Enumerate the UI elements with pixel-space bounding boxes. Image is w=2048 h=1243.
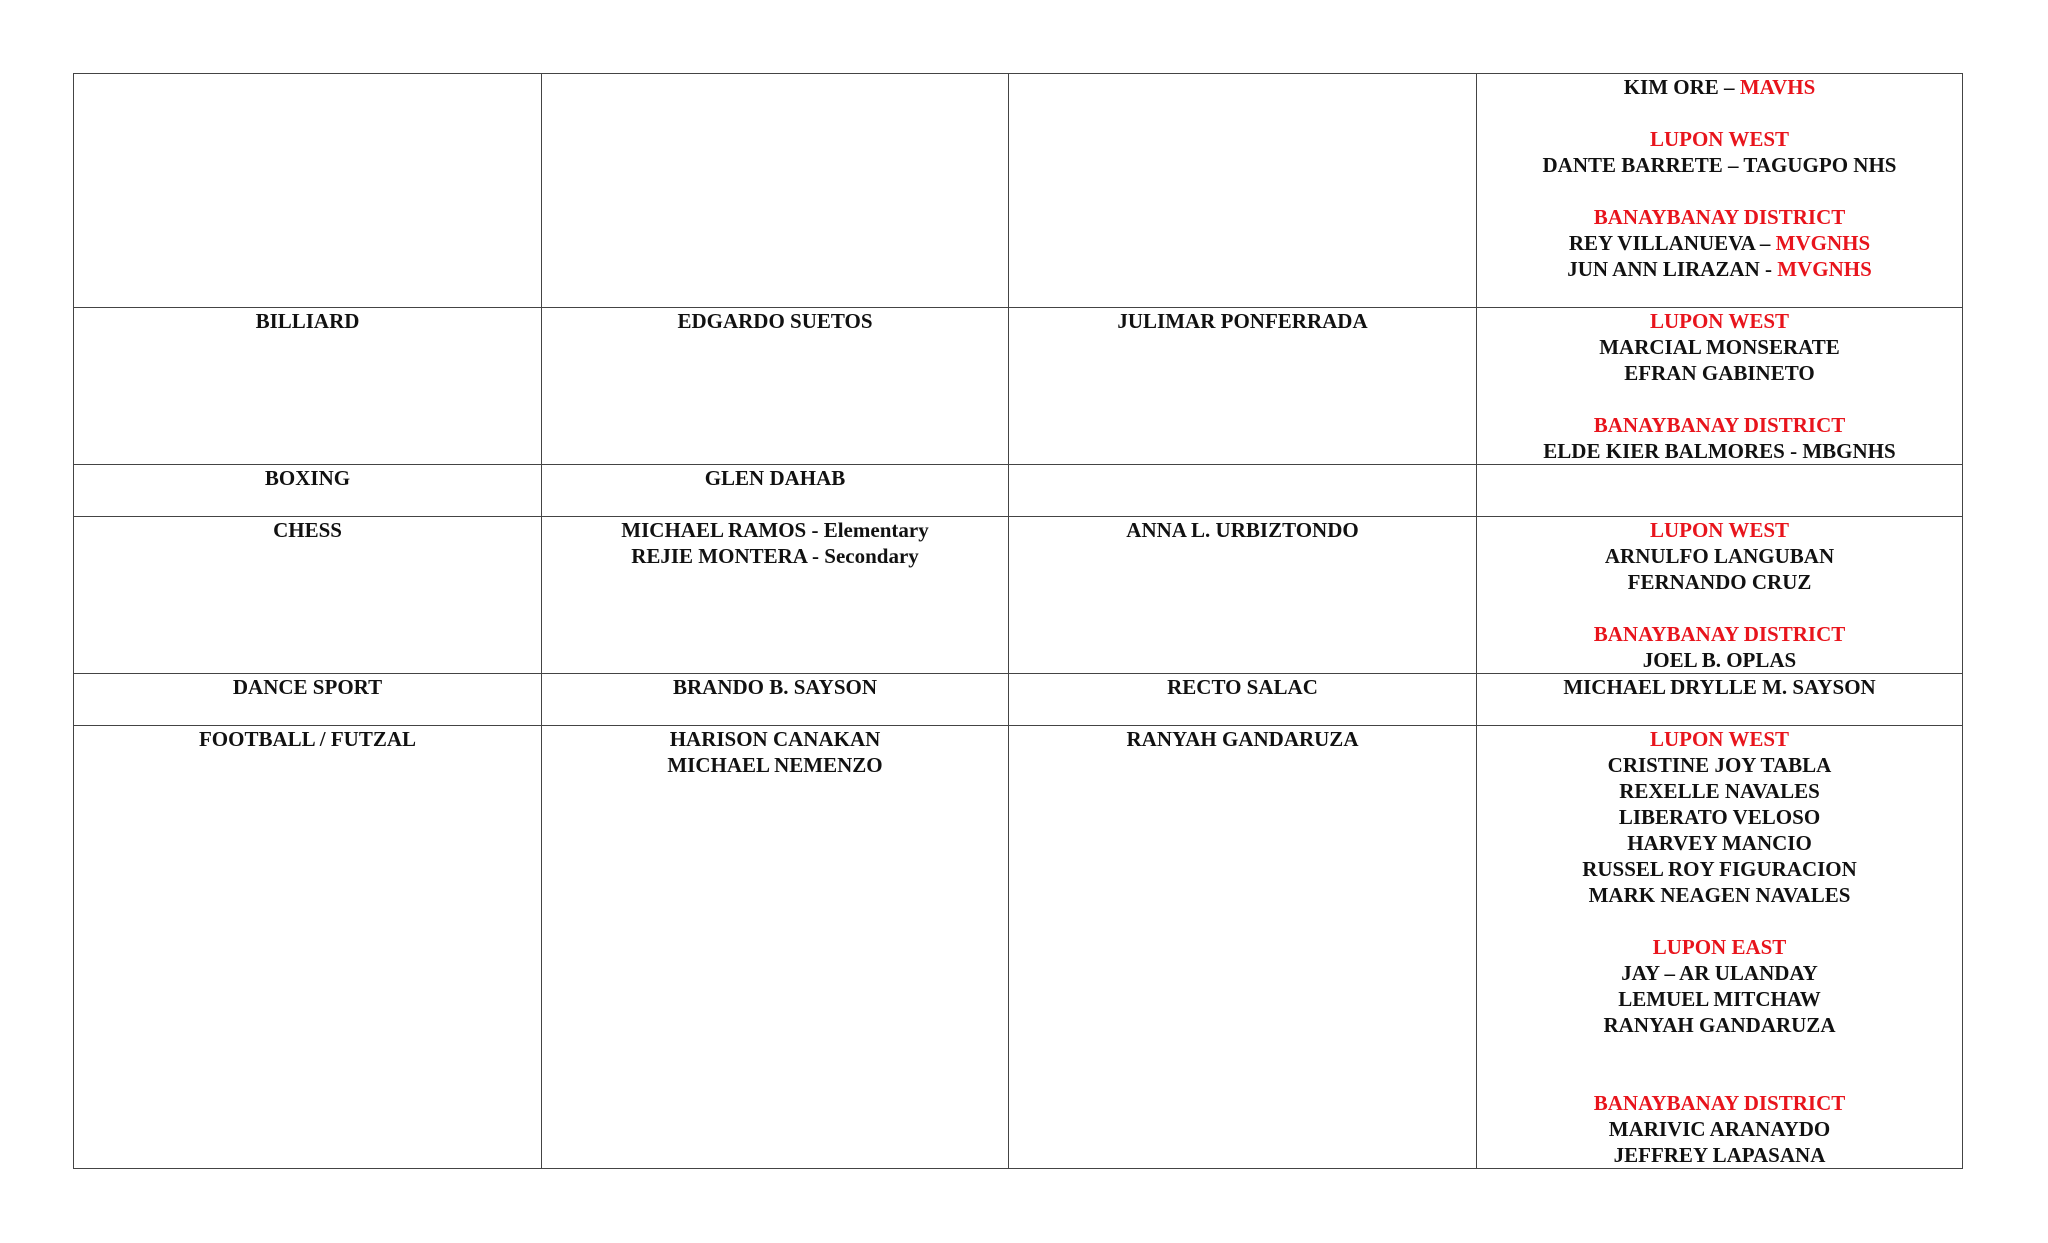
facilitator-name: RUSSEL ROY FIGURACION [1582,857,1857,881]
facilitator-name: MARIVIC ARANAYDO [1608,1117,1831,1141]
official-name: RANYAH GANDARUZA [1126,727,1359,751]
red-label: MAVHS [1739,75,1816,99]
facilitator-name: MICHAEL DRYLLE M. SAYSON [1563,675,1876,699]
district-heading [1477,726,1962,752]
coordinator-name: REJIE MONTERA - Secondary [631,544,919,568]
sports-assignment-table [73,73,1963,1169]
facilitator-line [1477,1012,1962,1038]
facilitator-name: MARK NEAGEN NAVALES [1588,883,1851,907]
red-label: BANAYBANAY DISTRICT [1593,622,1846,646]
facilitator-line [1477,360,1962,386]
facilitator-line [1477,856,1962,882]
coordinator-name: HARISON CANAKAN [669,727,881,751]
sport-name: BILLIARD [255,309,360,333]
blank-line [1477,100,1962,126]
sport-name: FOOTBALL / FUTZAL [198,727,417,751]
official-name: ANNA L. URBIZTONDO [1126,518,1359,542]
coordinator-cell [542,465,1009,517]
table-row [74,308,1963,465]
facilitator-line [1477,256,1962,282]
facilitator-line [1477,647,1962,673]
coordinator-cell [542,308,1009,465]
district-heading [1477,934,1962,960]
facilitator-name: CRISTINE JOY TABLA [1607,753,1832,777]
facilitator-name: ARNULFO LANGUBAN [1604,544,1835,568]
facilitator-line [1477,960,1962,986]
facilitator-line [1477,152,1962,178]
facilitator-name: JUN ANN LIRAZAN - [1567,257,1778,281]
facilitators-cell [1477,517,1963,674]
blank-line [1477,178,1962,204]
official-name: RECTO SALAC [1167,675,1318,699]
red-label: LUPON WEST [1649,518,1790,542]
blank-line [1477,595,1962,621]
facilitator-name: MARCIAL MONSERATE [1599,335,1840,359]
facilitator-line [1477,230,1962,256]
sport-cell [74,517,542,674]
coordinator-cell [542,74,1009,308]
official-cell [1009,465,1477,517]
facilitator-name: ELDE KIER BALMORES - MBGNHS [1543,439,1896,463]
facilitator-line [1477,882,1962,908]
facilitator-name: FERNANDO CRUZ [1627,570,1812,594]
facilitators-cell [1477,674,1963,726]
sport-cell [74,74,542,308]
facilitator-name: REXELLE NAVALES [1619,779,1820,803]
facilitator-name: RANYAH GANDARUZA [1603,1013,1836,1037]
blank-line [1477,1064,1962,1090]
red-label: BANAYBANAY DISTRICT [1593,1091,1846,1115]
table-row [74,674,1963,726]
red-label: LUPON WEST [1649,127,1790,151]
coordinator-cell [542,726,1009,1169]
district-heading [1477,1090,1962,1116]
table-row [74,465,1963,517]
facilitators-cell [1477,308,1963,465]
facilitator-name: JOEL B. OPLAS [1642,648,1797,672]
coordinator-name: MICHAEL RAMOS - Elementary [621,518,929,542]
facilitator-line [1477,438,1962,464]
district-heading [1477,621,1962,647]
facilitator-line [1477,674,1962,700]
facilitator-line [1477,830,1962,856]
facilitator-name: REY VILLANUEVA – [1568,231,1776,255]
sport-name: BOXING [264,466,351,490]
blank-line [1477,908,1962,934]
official-cell [1009,726,1477,1169]
sport-cell [74,674,542,726]
facilitator-name: KIM ORE – [1623,75,1740,99]
facilitator-line [1477,752,1962,778]
red-label: MVGNHS [1777,257,1872,281]
sport-cell [74,465,542,517]
red-label: MVGNHS [1775,231,1871,255]
facilitator-name: JAY – AR ULANDAY [1621,961,1818,985]
facilitator-line [1477,543,1962,569]
official-cell [1009,74,1477,308]
district-heading [1477,517,1962,543]
facilitator-line [1477,569,1962,595]
official-cell [1009,674,1477,726]
district-heading [1477,204,1962,230]
table-body [74,74,1963,1169]
facilitators-cell [1477,465,1963,517]
table-row [74,74,1963,308]
red-label: BANAYBANAY DISTRICT [1593,413,1846,437]
red-label: BANAYBANAY DISTRICT [1593,205,1846,229]
official-name: JULIMAR PONFERRADA [1117,309,1368,333]
facilitators-cell [1477,74,1963,308]
facilitator-name: LIBERATO VELOSO [1618,805,1821,829]
coordinator-cell [542,517,1009,674]
facilitator-name: HARVEY MANCIO [1627,831,1812,855]
facilitators-cell [1477,726,1963,1169]
district-heading [1477,308,1962,334]
coordinator-name: EDGARDO SUETOS [677,309,873,333]
district-heading [1477,412,1962,438]
facilitator-name: JEFFREY LAPASANA [1613,1143,1826,1167]
facilitator-name: LEMUEL MITCHAW [1618,987,1821,1011]
red-label: LUPON WEST [1649,727,1790,751]
sport-name: DANCE SPORT [232,675,383,699]
sport-cell [74,308,542,465]
sport-cell [74,726,542,1169]
facilitator-line [1477,804,1962,830]
facilitator-name: DANTE BARRETE – TAGUGPO NHS [1542,153,1897,177]
red-label: LUPON WEST [1649,309,1790,333]
facilitator-name: EFRAN GABINETO [1624,361,1815,385]
facilitator-line [1477,986,1962,1012]
blank-line [1477,1038,1962,1064]
coordinator-name: BRANDO B. SAYSON [672,675,878,699]
facilitator-line [1477,1116,1962,1142]
facilitator-line [1477,778,1962,804]
facilitator-line [1477,1142,1962,1168]
table-row [74,517,1963,674]
red-label: LUPON EAST [1652,935,1787,959]
official-cell [1009,308,1477,465]
coordinator-cell [542,674,1009,726]
blank-line [1477,386,1962,412]
facilitator-line [1477,74,1962,100]
coordinator-name: MICHAEL NEMENZO [667,753,883,777]
coordinator-name: GLEN DAHAB [704,466,846,490]
facilitator-line [1477,334,1962,360]
sport-name: CHESS [273,518,342,542]
district-heading [1477,126,1962,152]
table-row [74,726,1963,1169]
official-cell [1009,517,1477,674]
